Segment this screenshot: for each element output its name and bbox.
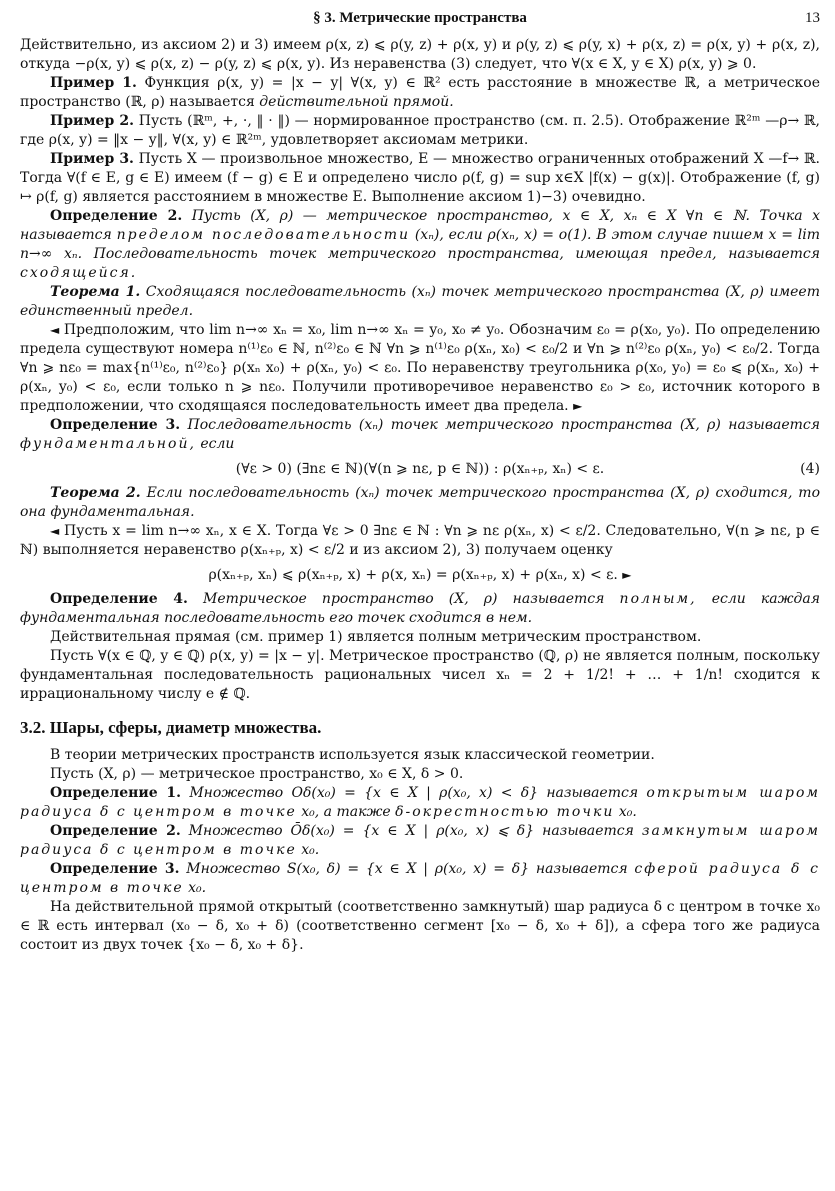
- definition-term: полным,: [619, 591, 697, 607]
- definition-3-fundamental: [20, 416, 820, 454]
- definition-term: открытым шаром радиуса δ с центром в точке: [20, 785, 820, 820]
- proof-end-icon: ►: [573, 399, 583, 413]
- theorem-1: [20, 283, 820, 321]
- definition-2-limit: [20, 207, 820, 283]
- proof-text: Пусть x = lim n→∞ xₙ, x ∈ X. Тогда ∀ε > 0 ∃nε ∈ ℕ : ∀n ⩾ nε ρ(xₙ, x) < ε/2. Следовательно, ∀(n ⩾ nε, p ∈ ℕ) выполняется неравенство ρ(xₙ₊ₚ, x) < ε/2 и из аксиом 2), 3) получаем оценку: [20, 523, 820, 558]
- definition-open-ball: [20, 784, 820, 822]
- formula-4: [20, 459, 820, 479]
- page-header: [20, 10, 820, 36]
- example-text: Функция ρ(x, y) = |x − y| ∀(x, y) ∈ ℝ² есть расстояние в множестве ℝ, а метрическое пространство (ℝ, ρ) называется: [20, 75, 820, 110]
- definition-text: Множество Ōδ(x₀) = {x ∈ X | ρ(x₀, x) ⩽ δ} называется: [188, 823, 634, 839]
- definition-text-2: x₀, а также: [301, 804, 391, 820]
- formula-number: (4): [800, 461, 820, 477]
- paragraph-text: Действительно, из аксиом 2) и 3) имеем ρ(x, z) ⩽ ρ(y, z) + ρ(x, y) и ρ(y, z) ⩽ ρ(y, x) + ρ(x, z) = ρ(x, y) + ρ(x, z), откуда −ρ(x, y) ⩽ ρ(x, z) − ρ(y, z) ⩽ ρ(x, y). Из неравенства (3) следует, что ∀(x ∈ X, y ∈ X) ρ(x, y) ⩾ 0.: [20, 37, 820, 72]
- definition-closed-ball: [20, 822, 820, 860]
- paragraph: [20, 898, 820, 955]
- example-label: Пример 3.: [50, 151, 134, 167]
- definition-text-3: x₀.: [618, 804, 637, 820]
- paragraph-text: В теории метрических пространств используется язык классической геометрии.: [50, 747, 655, 763]
- definition-text: Последовательность (xₙ) точек метрического пространства (X, ρ) называется: [187, 417, 820, 433]
- definition-text-2: если каждая фундаментальная последовательность его точек сходится в нем.: [20, 591, 820, 626]
- example-label: Пример 1.: [50, 75, 137, 91]
- definition-text-2: (xₙ), если ρ(xₙ, x) = o(1). В этом случае пишем x = lim n→∞ xₙ. Последовательность точек метрического пространства, имеющая предел, называется: [20, 227, 820, 262]
- definition-label: Определение 1.: [50, 785, 182, 801]
- definition-text-2: x₀.: [301, 842, 320, 858]
- example-text: Пусть X — произвольное множество, E — множество ограниченных отображений X —f→ ℝ. Тогда ∀(f ∈ E, g ∈ E) имеем (f − g) ∈ E и определено число ρ(f, g) = sup x∈X |f(x) − g(x)|. Отображение (f, g) ↦ ρ(f, g) является расстоянием в множестве E. Выполнение аксиом 1)−3) очевидно.: [20, 151, 820, 205]
- formula-text: ρ(xₙ₊ₚ, xₙ) ⩽ ρ(xₙ₊ₚ, x) + ρ(x, xₙ) = ρ(xₙ₊ₚ, x) + ρ(xₙ, x) < ε.: [208, 567, 618, 583]
- proof-2: [20, 522, 820, 560]
- definition-label: Определение 3.: [50, 861, 180, 877]
- example-3: [20, 150, 820, 207]
- proof-end-icon: ►: [622, 568, 632, 582]
- example-text: Пусть (ℝᵐ, +, ·, ‖ · ‖) — нормированное пространство (см. п. 2.5). Отображение ℝ²ᵐ —ρ→ ℝ, где ρ(x, y) = ‖x − y‖, ∀(x, y) ∈ ℝ²ᵐ, удовлетворяет аксиомам метрики.: [20, 113, 820, 148]
- paragraph: [20, 36, 820, 74]
- theorem-2: [20, 484, 820, 522]
- paragraph-text: Пусть (X, ρ) — метрическое пространство, x₀ ∈ X, δ > 0.: [50, 766, 464, 782]
- proof-start-icon: ◄: [50, 323, 60, 337]
- definition-label: Определение 4.: [50, 591, 188, 607]
- formula-estimate: [20, 565, 820, 585]
- theorem-text: Если последовательность (xₙ) точек метрического пространства (X, ρ) сходится, то она фундаментальная.: [20, 485, 820, 520]
- definition-text: Пусть (X, ρ) — метрическое пространство, x ∈ X, xₙ ∈ X ∀n ∈ ℕ. Точка x называется: [20, 208, 820, 243]
- theorem-label: Теорема 2.: [50, 485, 141, 501]
- proof-start-icon: ◄: [50, 524, 60, 538]
- example-term: действительной прямой.: [259, 94, 454, 110]
- definition-term: замкнутым шаром радиуса δ с центром в точке: [20, 823, 820, 858]
- definition-term-2: сходящейся.: [20, 265, 138, 281]
- section-heading: 3.2. Шары, сферы, диаметр множества.: [20, 718, 322, 737]
- page-number: 13: [805, 10, 820, 26]
- definition-text-2: x₀.: [188, 880, 207, 896]
- example-1: [20, 74, 820, 112]
- running-title: § 3. Метрические пространства: [313, 10, 527, 26]
- definition-text: Множество Oδ(x₀) = {x ∈ X | ρ(x₀, x) < δ} называется: [189, 785, 639, 801]
- definition-label: Определение 2.: [50, 823, 181, 839]
- definition-term: пределом последовательности: [116, 227, 410, 243]
- definition-term: сферой радиуса δ с центром в точке: [20, 861, 820, 896]
- definition-text: Метрическое пространство (X, ρ) называется: [203, 591, 605, 607]
- paragraph-text: На действительной прямой открытый (соответственно замкнутый) шар радиуса δ с центром в точке x₀ ∈ ℝ есть интервал (x₀ − δ, x₀ + δ) (соответственно сегмент [x₀ − δ, x₀ + δ]), а сфера того же радиуса состоит из двух точек {x₀ − δ, x₀ + δ}.: [20, 899, 820, 953]
- paragraph: [20, 746, 820, 765]
- definition-label: Определение 3.: [50, 417, 181, 433]
- paragraph: [20, 647, 820, 704]
- definition-term-2: δ-окрестностью точки: [395, 804, 615, 820]
- definition-text: Множество S(x₀, δ) = {x ∈ X | ρ(x₀, x) = δ} называется: [186, 861, 628, 877]
- definition-4-complete: [20, 590, 820, 628]
- formula-text: (∀ε > 0) (∃nε ∈ ℕ)(∀(n ⩾ nε, p ∈ ℕ)) : ρ(xₙ₊ₚ, xₙ) < ε.: [235, 461, 605, 477]
- proof-1: [20, 321, 820, 416]
- paragraph: [20, 765, 820, 784]
- paragraph: [20, 628, 820, 647]
- definition-term: фундаментальной,: [20, 436, 196, 452]
- example-label: Пример 2.: [50, 113, 135, 129]
- paragraph-text: Действительная прямая (см. пример 1) является полным метрическим пространством.: [50, 629, 702, 645]
- definition-text-2: если: [200, 436, 235, 452]
- example-2: [20, 112, 820, 150]
- definition-label: Определение 2.: [50, 208, 183, 224]
- book-page: [20, 10, 820, 1185]
- proof-text: Предположим, что lim n→∞ xₙ = x₀, lim n→∞ xₙ = y₀, x₀ ≠ y₀. Обозначим ε₀ = ρ(x₀, y₀). По определению предела существуют номера n⁽¹⁾ε₀ ∈ ℕ, n⁽²⁾ε₀ ∈ ℕ ∀n ⩾ n⁽¹⁾ε₀ ρ(xₙ, x₀) < ε₀/2 и ∀n ⩾ n⁽²⁾ε₀ ρ(xₙ, y₀) < ε₀/2. Тогда ∀n ⩾ nε₀ = max{n⁽¹⁾ε₀, n⁽²⁾ε₀} ρ(xₙ x₀) + ρ(xₙ, y₀) < ε₀. По неравенству треугольника ρ(x₀, y₀) = ε₀ ⩽ ρ(xₙ, x₀) + ρ(xₙ, y₀) < ε₀, если только n ⩾ nε₀. Получили противоречивое неравенство ε₀ > ε₀, источник которого в предположении, что сходящаяся последовательность имеет два предела.: [20, 322, 820, 414]
- definition-sphere: [20, 860, 820, 898]
- theorem-label: Теорема 1.: [50, 284, 141, 300]
- paragraph-text: Пусть ∀(x ∈ ℚ, y ∈ ℚ) ρ(x, y) = |x − y|. Метрическое пространство (ℚ, ρ) не является полным, поскольку фундаментальная последовательность рациональных чисел xₙ = 2 + 1/2! + … + 1/n! сходится к иррациональному числу e ∉ ℚ.: [20, 648, 820, 702]
- theorem-text: Сходящаяся последовательность (xₙ) точек метрического пространства (X, ρ) имеет единственный предел.: [20, 284, 820, 319]
